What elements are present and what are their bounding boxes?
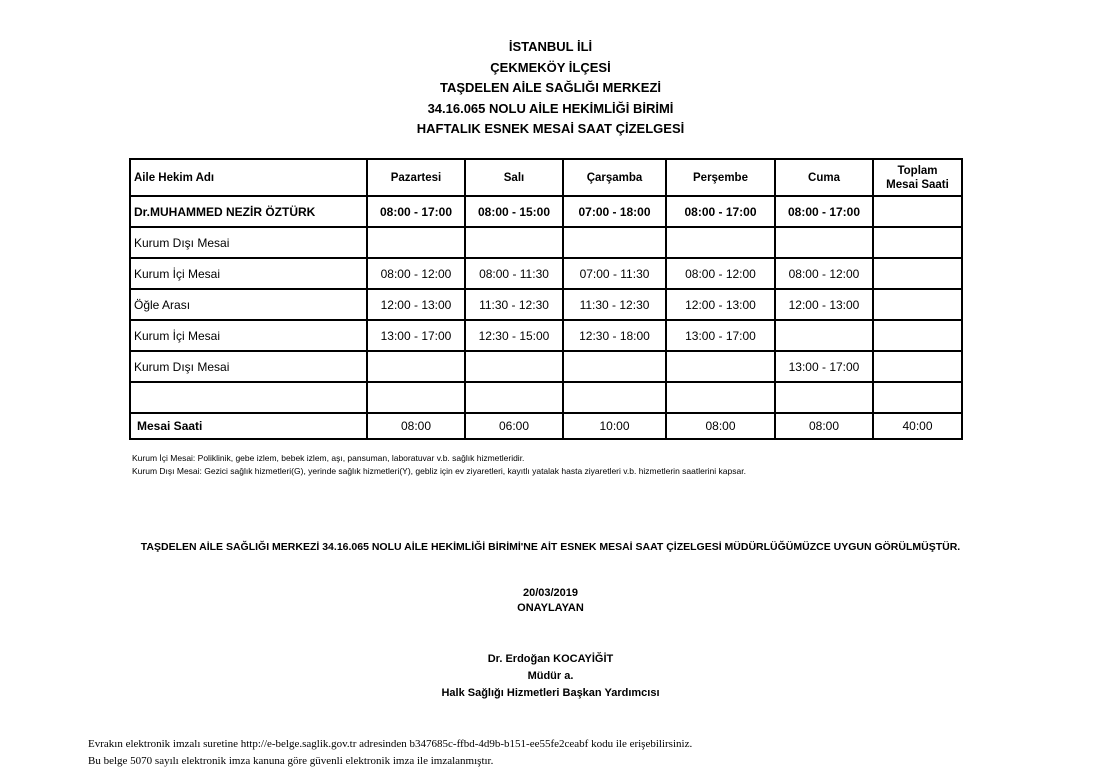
schedule-table [129, 158, 963, 440]
footer-law-line: Bu belge 5070 sayılı elektronik imza kanuna göre güvenli elektronik imza ile imzalanmıştır. [88, 755, 494, 767]
table-row [130, 351, 962, 382]
total-hours-label: Mesai Saati [130, 413, 367, 439]
row-label: Kurum İçi Mesai [130, 258, 367, 289]
cell-thursday [666, 227, 775, 258]
header-province: İSTANBUL İLİ [508, 39, 593, 54]
document-title: HAFTALIK ESNEK MESAİ SAAT ÇİZELGESİ [416, 121, 685, 136]
row-label: Kurum İçi Mesai [130, 320, 367, 351]
cell-friday [775, 382, 873, 413]
definitions-notes [132, 452, 746, 478]
cell-total: 40:00 [873, 413, 962, 439]
signer-name: Dr. Erdoğan KOCAYİĞİT [487, 653, 614, 665]
header-unit: 34.16.065 NOLU AİLE HEKİMLİĞİ BİRİMİ [427, 100, 674, 116]
cell-friday [775, 320, 873, 351]
col-header-total-line1: Toplam [897, 164, 938, 177]
footer-verification-line: Evrakın elektronik imzalı suretine http://e-belge.saglik.gov.tr adresinden b347685c-ffbd-4d9b-b151-ee55fe2ceabf kodu ile erişebilirsiniz. [88, 738, 693, 750]
col-header-total [873, 159, 962, 196]
cell-wednesday: 11:30 - 12:30 [563, 289, 666, 320]
signer-block [0, 651, 1101, 702]
cell-wednesday [563, 351, 666, 382]
cell-total [873, 196, 962, 227]
cell-monday: 12:00 - 13:00 [367, 289, 465, 320]
col-header-thursday: Perşembe [666, 159, 775, 196]
cell-friday: 12:00 - 13:00 [775, 289, 873, 320]
signer-title: Müdür a. [527, 670, 574, 682]
row-label: Kurum Dışı Mesai [130, 227, 367, 258]
cell-monday [367, 227, 465, 258]
col-header-friday: Cuma [775, 159, 873, 196]
cell-wednesday [563, 382, 666, 413]
table-row [130, 320, 962, 351]
cell-wednesday [563, 227, 666, 258]
table-row-doctor [130, 196, 962, 227]
col-header-wednesday: Çarşamba [563, 159, 666, 196]
cell-total [873, 351, 962, 382]
cell-monday: 08:00 [367, 413, 465, 439]
cell-total [873, 382, 962, 413]
cell-wednesday: 10:00 [563, 413, 666, 439]
cell-thursday: 13:00 - 17:00 [666, 320, 775, 351]
table-row-empty [130, 382, 962, 413]
table-row [130, 258, 962, 289]
cell-tuesday: 11:30 - 12:30 [465, 289, 563, 320]
cell-total [873, 227, 962, 258]
cell-tuesday: 08:00 - 15:00 [465, 196, 563, 227]
cell-thursday [666, 382, 775, 413]
col-header-tuesday: Salı [465, 159, 563, 196]
cell-monday: 08:00 - 17:00 [367, 196, 465, 227]
table-header-row [130, 159, 962, 196]
cell-monday [367, 351, 465, 382]
row-label [130, 382, 367, 413]
cell-tuesday: 08:00 - 11:30 [465, 258, 563, 289]
approver-label: ONAYLAYAN [517, 602, 584, 614]
cell-thursday: 08:00 [666, 413, 775, 439]
approval-block [0, 586, 1101, 616]
cell-tuesday [465, 227, 563, 258]
doctor-name: Dr.MUHAMMED NEZİR ÖZTÜRK [130, 196, 367, 227]
approval-date: 20/03/2019 [522, 587, 579, 599]
cell-thursday [666, 351, 775, 382]
cell-wednesday: 07:00 - 11:30 [563, 258, 666, 289]
table-row [130, 227, 962, 258]
cell-wednesday: 12:30 - 18:00 [563, 320, 666, 351]
cell-wednesday: 07:00 - 18:00 [563, 196, 666, 227]
cell-tuesday [465, 351, 563, 382]
note-external-work: Kurum Dışı Mesai: Gezici sağlık hizmetleri(G), yerinde sağlık hizmetleri(Y), gebliz için ev ziyaretleri, kayıtlı yatalak hasta ziyaretleri v.b. hizmetlerin saatlerini kapsar. [132, 466, 746, 476]
cell-total [873, 289, 962, 320]
approval-statement: TAŞDELEN AİLE SAĞLIĞI MERKEZİ 34.16.065 NOLU AİLE HEKİMLİĞİ BİRİMİ'NE AİT ESNEK MESAİ SAAT ÇİZELGESİ MÜDÜRLÜĞÜMÜZCE UYGUN GÖRÜLMÜŞTÜR. [140, 541, 961, 553]
signer-position: Halk Sağlığı Hizmetleri Başkan Yardımcısı [441, 687, 660, 699]
col-header-monday: Pazartesi [367, 159, 465, 196]
cell-total [873, 320, 962, 351]
document-header [0, 37, 1101, 140]
row-label: Kurum Dışı Mesai [130, 351, 367, 382]
cell-thursday: 08:00 - 17:00 [666, 196, 775, 227]
header-district: ÇEKMEKÖY İLÇESİ [490, 59, 611, 75]
table-row-total-hours [130, 413, 962, 439]
col-header-total-line2: Mesai Saati [886, 178, 949, 191]
cell-friday [775, 227, 873, 258]
table-row [130, 289, 962, 320]
cell-thursday: 12:00 - 13:00 [666, 289, 775, 320]
cell-friday: 13:00 - 17:00 [775, 351, 873, 382]
header-health-center: TAŞDELEN AİLE SAĞLIĞI MERKEZİ [439, 80, 661, 95]
cell-monday [367, 382, 465, 413]
cell-monday: 13:00 - 17:00 [367, 320, 465, 351]
cell-friday: 08:00 - 17:00 [775, 196, 873, 227]
cell-friday: 08:00 - 12:00 [775, 258, 873, 289]
cell-friday: 08:00 [775, 413, 873, 439]
cell-monday: 08:00 - 12:00 [367, 258, 465, 289]
note-internal-work: Kurum İçi Mesai: Poliklinik, gebe izlem, bebek izlem, aşı, pansuman, laboratuvar v.b. sağlık hizmetleridir. [132, 453, 525, 463]
cell-tuesday: 12:30 - 15:00 [465, 320, 563, 351]
cell-tuesday [465, 382, 563, 413]
e-signature-footer [88, 736, 692, 770]
row-label: Öğle Arası [130, 289, 367, 320]
cell-thursday: 08:00 - 12:00 [666, 258, 775, 289]
cell-tuesday: 06:00 [465, 413, 563, 439]
col-header-name: Aile Hekim Adı [130, 159, 367, 196]
cell-total [873, 258, 962, 289]
